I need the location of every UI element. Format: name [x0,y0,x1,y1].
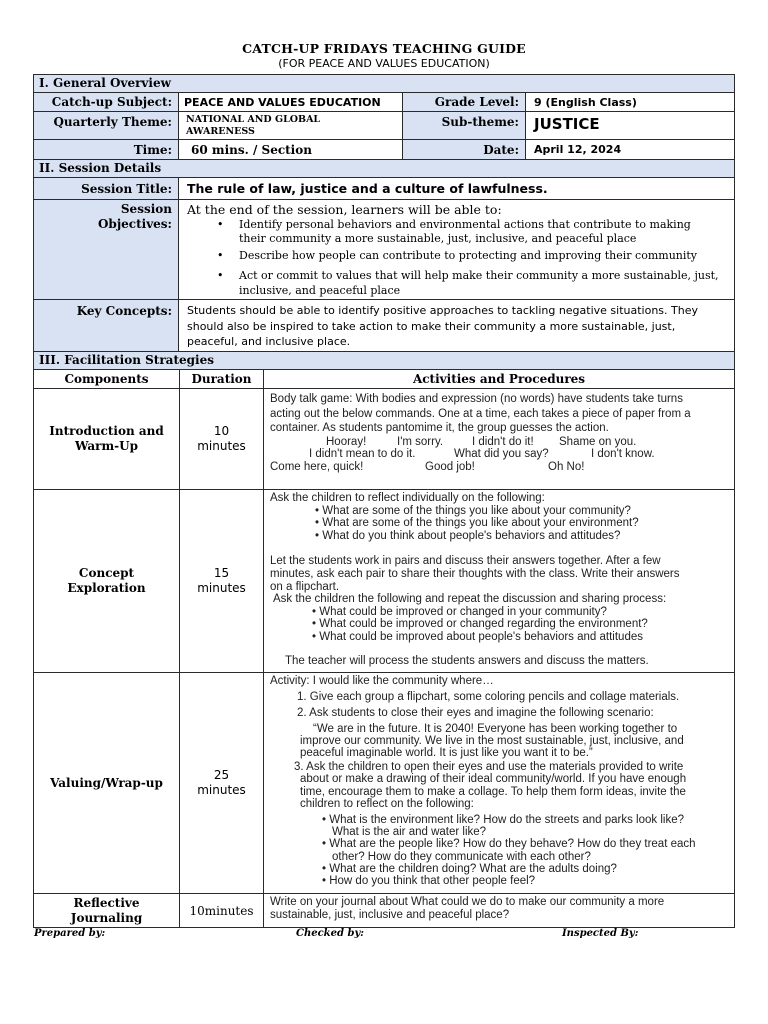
phrase: Good job! [425,460,475,473]
reflect-list [270,505,734,543]
component-line: Concept [78,565,135,580]
key-concepts-line: Students should be able to identify positive approaches to tackling negative situations. They [187,304,699,317]
scenario-line: “We are in the future. It is 2040! Everyone has been working together to [313,722,678,735]
catchup-subject-label: Catch-up Subject: [33,92,179,112]
scenario-line: improve our community. We live in the most sustainable, just, inclusive, and [300,734,684,747]
activity-line: Ask the children the following and repeat the discussion and sharing process: [273,593,667,606]
session-title-label: Session Title: [33,177,179,200]
quarterly-theme-line: NATIONAL AND GLOBAL [186,114,321,125]
key-concepts-line: should also be inspired to take action to make their community a more sustainable, just, [187,319,676,333]
row-valuing-activities [263,672,735,894]
bullet-icon: • [217,249,224,262]
duration-line: minutes [197,581,246,595]
sub-theme-label: Sub-theme: [402,111,526,140]
row-concept-component [33,489,180,673]
time-value: 60 mins. / Section [178,139,403,160]
activity-step: 1. Give each group a flipchart, some coloring pencils and collage materials. [297,691,680,704]
row-valuing-component: Valuing/Wrap-up [33,672,180,894]
header-activities: Activities and Procedures [263,369,735,389]
objectives-list [187,218,734,298]
key-concepts-label: Key Concepts: [33,299,179,352]
repeat-list [270,606,734,644]
row-concept-activities [263,489,735,673]
duration-line: 25 [213,767,230,782]
objectives-intro: At the end of the session, learners will be able to: [187,202,502,217]
phrase: Come here, quick! [270,460,364,473]
component-line: Warm-Up [74,439,139,453]
objective-line: inclusive, and peaceful place [239,283,401,297]
list-item: • What are the children doing? What are the adults doing? [322,862,617,875]
list-item: other? How do they communicate with each other? [332,850,591,863]
row-introduction-component [33,388,180,490]
time-label: Time: [33,139,179,160]
objectives-label-line: Session [120,202,172,216]
activity-line: on a flipchart. [270,580,340,593]
component-line: Journaling [70,910,143,925]
phrase: I'm sorry. [397,435,444,448]
section-general-overview: I. General Overview [33,74,735,93]
objective-line: their community a more sustainable, just, inclusive, and peaceful place [239,231,637,245]
activity-step: 2. Ask students to close their eyes and imagine the following scenario: [297,707,654,720]
phrase: What did you say? [454,448,549,461]
key-concepts-line: peaceful, and inclusive place. [187,335,351,348]
step-line: time, encourage them to make a collage. To help them form ideas, invite the [300,785,686,798]
activity-line: Let the students work in pairs and discuss their answers together. After a few [270,555,661,568]
list-item: • What could be improved about people's behaviors and attitudes [312,630,643,643]
prepared-by-label: Prepared by: [34,928,106,939]
objective-item [217,249,734,263]
activity-line: sustainable, just, inclusive and peaceful place? [270,908,510,921]
header-duration: Duration [179,369,264,389]
document-title: CATCH-UP FRIDAYS TEACHING GUIDE [242,41,526,56]
objective-item [217,218,734,245]
header-components: Components [33,369,180,389]
row-reflective-duration: 10minutes [179,893,264,928]
row-introduction-activities [263,388,735,490]
duration-line: minutes [197,783,246,797]
activity-line: container. As students pantomime it, the group guesses the action. [270,422,609,435]
checked-by-label: Checked by: [296,928,364,939]
list-item: What is the air and water like? [332,826,487,839]
session-objectives-content [178,199,735,300]
session-objectives-label [33,199,179,300]
row-introduction-duration [179,388,264,490]
section-facilitation-strategies: III. Facilitation Strategies [33,351,735,370]
list-item: • What is the environment like? How do the streets and parks look like? [322,814,684,827]
date-label: Date: [402,139,526,160]
row-reflective-activities [263,893,735,928]
date-value: April 12, 2024 [525,139,735,160]
duration-line: 10 [213,424,230,438]
step-line: about or make a drawing of their ideal community/world. If you have enough [300,773,687,786]
list-item: • What are the people like? How do they behave? How do they treat each [322,838,696,851]
list-item: • What are some of the things you like about your environment? [315,517,639,530]
key-concepts-content [178,299,735,352]
activity-line: The teacher will process the students answers and discuss the matters. [285,654,649,667]
inspected-by-label: Inspected By: [562,928,639,939]
objective-line: Describe how people can contribute to protecting and improving their community [239,249,698,262]
reflection-questions [270,814,734,887]
bullet-icon: • [217,268,224,282]
activity-line: Body talk game: With bodies and expression (no words) have students take turns [270,393,683,405]
phrase: I didn't do it! [472,435,534,448]
list-item: • What do you think about people's behaviors and attitudes? [315,529,621,542]
document-subtitle: (FOR PEACE AND VALUES EDUCATION) [278,57,490,70]
activity-line: minutes, ask each pair to share their thoughts with the class. Write their answers [270,567,680,580]
sub-theme-value: JUSTICE [525,111,735,140]
objective-line: Identify personal behaviors and environmental actions that contribute to making [239,218,691,231]
scenario-line: peaceful imaginable world. It is just like you want it to be.” [300,747,593,760]
grade-level-value: 9 (English Class) [525,92,735,112]
phrase: Oh No! [548,460,585,473]
phrase: I didn't mean to do it. [309,448,416,461]
activity-line: Write on your journal about What could we do to make our community a more [270,896,665,908]
row-concept-duration [179,489,264,673]
grade-level-label: Grade Level: [402,92,526,112]
activity-line: Ask the children to reflect individually on the following: [270,492,545,504]
row-reflective-component [33,893,180,928]
component-line: Exploration [67,581,146,595]
quarterly-theme-value [178,111,403,140]
list-item: • What are some of the things you like about your community? [315,504,631,517]
duration-line: 15 [213,565,230,580]
list-item: • How do you think that other people feel? [322,875,536,888]
activity-step-3 [270,761,734,810]
phrase: I don't know. [591,448,655,461]
session-title-value: The rule of law, justice and a culture of lawfulness. [178,177,735,200]
scenario-quote [270,723,734,760]
section-session-details: II. Session Details [33,159,735,178]
phrases-row [270,461,734,474]
objective-line: Act or commit to values that will help make their community a more sustainable, just, [239,268,719,282]
quarterly-theme-line: AWARENESS [186,125,255,137]
list-item: • What could be improved or changed regarding the environment? [312,618,648,631]
duration-line: minutes [197,439,246,453]
quarterly-theme-label: Quarterly Theme: [33,111,179,140]
objectives-label-line: Objectives: [97,217,172,231]
activity-line: Activity: I would like the community where… [270,675,494,687]
bullet-icon: • [217,218,224,231]
phrase: Hooray! [326,435,367,448]
catchup-subject-value: PEACE AND VALUES EDUCATION [178,92,403,112]
phrase: Shame on you. [559,435,637,448]
step-line: 3. Ask the children to open their eyes and use the materials provided to write [294,761,684,774]
row-valuing-duration [179,672,264,894]
list-item: • What could be improved or changed in your community? [312,605,607,618]
component-line: Introduction and [49,424,164,438]
step-line: children to reflect on the following: [300,797,474,810]
phrases-row [270,448,734,461]
objective-item [217,268,734,298]
phrases-row [270,436,734,449]
component-line: Reflective [73,895,140,910]
activity-line: acting out the below commands. One at a time, each takes a piece of paper from a [270,407,691,420]
